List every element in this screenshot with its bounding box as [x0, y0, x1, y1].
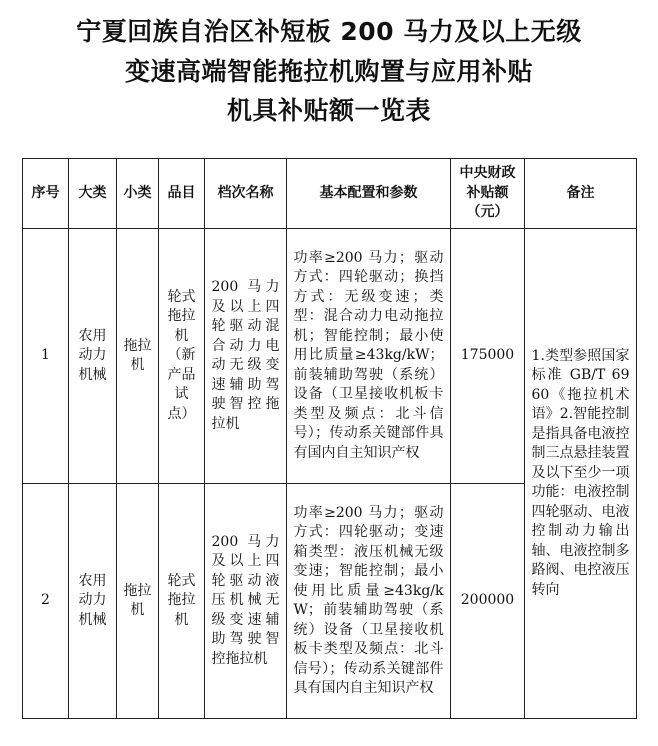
cell-config: 功率≥200 马力；驱动方式：四轮驱动；换挡方式：无级变速；类型：混合动力电动拖拉机；智能控制；最小使用比质量≥43kg/kW；前装辅助驾驶（系统）设备（卫星接收机板卡类型及频点：北斗信号）；传动系关键部件具有国内自主知识产权 — [287, 229, 451, 484]
page-title-line-1: 宁夏回族自治区补短板 200 马力及以上无级 — [76, 17, 582, 46]
header-note: 备注 — [525, 159, 637, 229]
header-grade-name: 档次名称 — [205, 159, 287, 229]
header-item: 品目 — [159, 159, 205, 229]
cell-item: 轮式拖拉机（新产品试点） — [159, 229, 205, 484]
cell-grade-name: 200 马力及以上四轮驱动混合动力电动无级变速辅助驾驶智控拖拉机 — [205, 229, 287, 484]
page-title-line-2: 变速高端智能拖拉机购置与应用补贴 — [124, 57, 533, 86]
cell-subsidy: 200000 — [451, 484, 525, 719]
header-major-category: 大类 — [69, 159, 117, 229]
cell-major-category: 农用动力机械 — [69, 484, 117, 719]
header-config: 基本配置和参数 — [287, 159, 451, 229]
cell-subsidy: 175000 — [451, 229, 525, 484]
cell-item: 轮式拖拉机 — [159, 484, 205, 719]
cell-index: 1 — [23, 229, 69, 484]
cell-config: 功率≥200 马力；驱动方式：四轮驱动；变速箱类型：液压机械无级变速；智能控制；最小使用比质量≥43kg/kW；前装辅助驾驶（系统）设备（卫星接收机板卡类型及频点：北斗信号）；传动系关键部件具有国内自主知识产权 — [287, 484, 451, 719]
cell-major-category: 农用动力机械 — [69, 229, 117, 484]
header-index: 序号 — [23, 159, 69, 229]
cell-note: 1.类型参照国家标准 GB/T 6960《拖拉机术语》2.智能控制是指具备电液控制三点悬挂装置及以下至少一项功能：电液控制四轮驱动、电液控制动力输出轴、电液控制多路阀、电控液压转向 — [525, 229, 637, 719]
page-title-line-3: 机具补贴额一览表 — [226, 96, 431, 125]
subsidy-table — [22, 158, 637, 719]
cell-minor-category: 拖拉机 — [117, 229, 159, 484]
cell-index: 2 — [23, 484, 69, 719]
table-header-row — [23, 159, 637, 229]
cell-minor-category: 拖拉机 — [117, 484, 159, 719]
header-subsidy: 中央财政补贴额（元） — [451, 159, 525, 229]
cell-grade-name: 200 马力及以上四轮驱动液压机械无级变速辅助驾驶智控拖拉机 — [205, 484, 287, 719]
table-row — [23, 229, 637, 484]
header-minor-category: 小类 — [117, 159, 159, 229]
